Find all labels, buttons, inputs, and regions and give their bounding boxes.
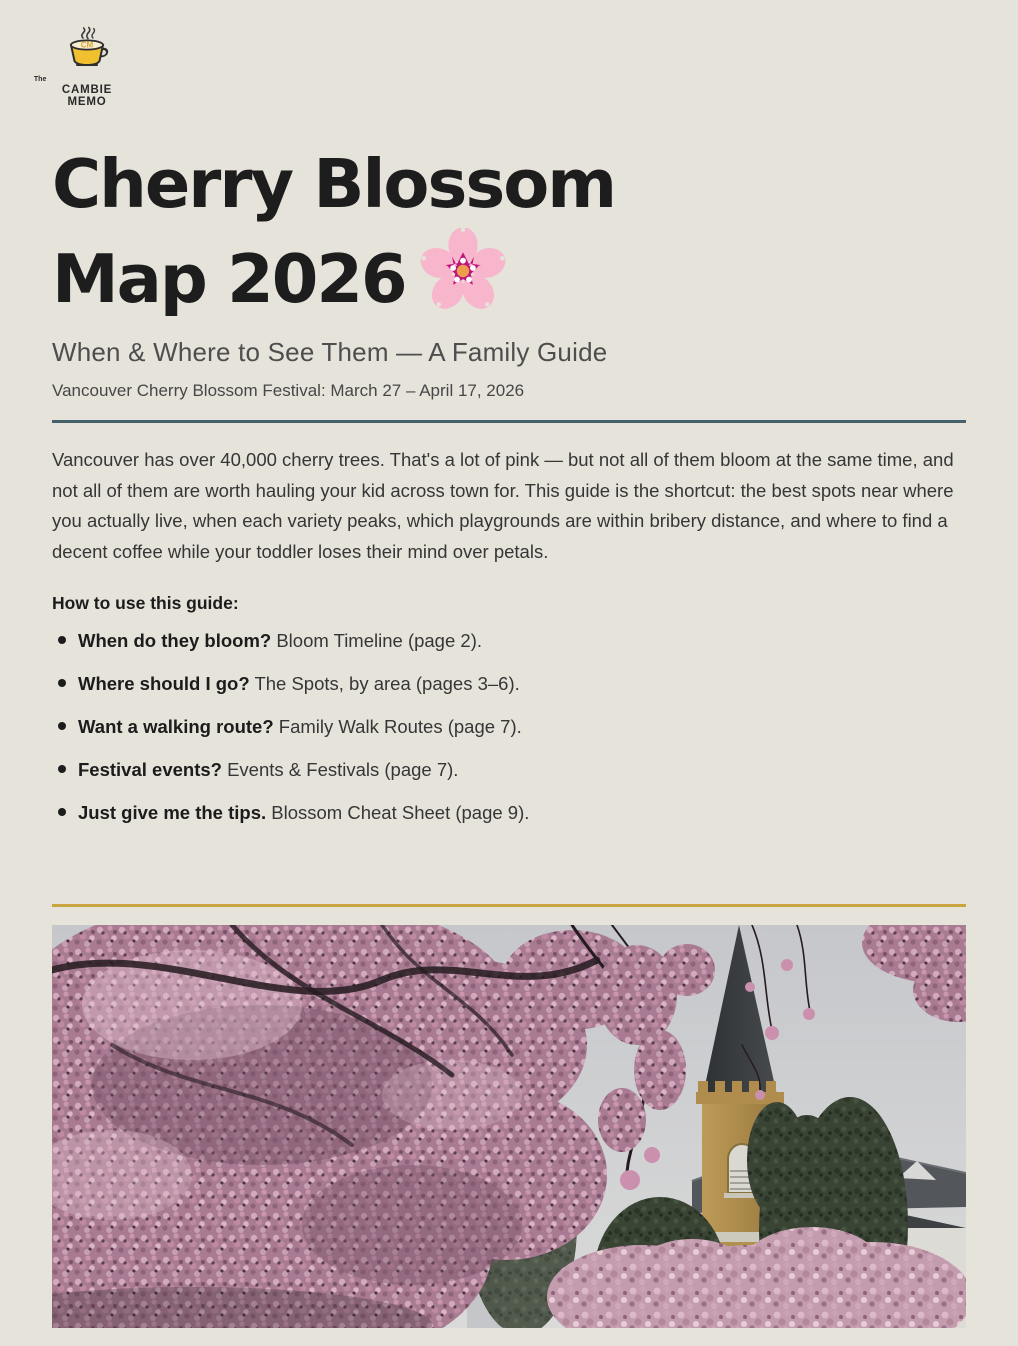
bullet-dot — [58, 722, 66, 730]
toc-rest: Events & Festivals (page 7). — [221, 758, 459, 780]
guide-heading: How to use this guide: — [52, 592, 239, 613]
list-item — [52, 672, 966, 697]
bullet-dot — [58, 808, 66, 816]
toc-lead: Just give me the tips. — [78, 801, 267, 823]
page-subtitle: When & Where to See Them — A Family Guide — [52, 336, 608, 367]
list-item — [52, 801, 966, 826]
brand-logo — [33, 26, 122, 109]
title-line-1: Cherry Blossom — [52, 145, 616, 224]
festival-dates: Vancouver Cherry Blossom Festival: March 27 – April 17, 2026 — [52, 380, 525, 400]
list-item — [52, 758, 966, 783]
page-title — [52, 142, 966, 323]
brand-the: The — [33, 76, 47, 83]
guide-toc-list — [52, 629, 966, 826]
toc-rest: The Spots, by area (pages 3–6). — [249, 672, 520, 694]
list-item — [52, 715, 966, 740]
toc-lead: Want a walking route? — [78, 715, 274, 737]
document-page — [0, 26, 1018, 1346]
bullet-dot — [58, 765, 66, 773]
teal-divider — [52, 420, 966, 423]
toc-rest: Blossom Cheat Sheet (page 9). — [266, 801, 530, 823]
cup-monogram: CM — [80, 40, 94, 50]
list-item — [52, 629, 966, 654]
cherry-blossom-emoji — [420, 228, 506, 314]
title-line-2: Map 2026 — [52, 240, 406, 319]
toc-lead: Where should I go? — [78, 672, 250, 694]
hero-photo — [52, 925, 966, 1328]
gold-divider — [52, 904, 966, 907]
coffee-cup-icon — [60, 26, 114, 74]
bullet-dot — [58, 636, 66, 644]
brand-line2: MEMO — [67, 96, 107, 109]
toc-rest: Bloom Timeline (page 2). — [271, 629, 482, 651]
cherry-blossom-photo-illustration — [52, 925, 966, 1328]
bullet-dot — [58, 679, 66, 687]
brand-line1: CAMBIE — [61, 84, 113, 97]
toc-rest: Family Walk Routes (page 7). — [273, 715, 522, 737]
intro-paragraph: Vancouver has over 40,000 cherry trees. That's a lot of pink — but not all of them bloom at the same time, and not all of them are worth hauling your kid across town for. This guide is the shortcut: the best spots near where you actually live, when each variety peaks, which playgrounds are within bribery distance, and where to find a decent coffee while your toddler loses their mind over petals. — [52, 448, 954, 563]
brand-wordmark — [33, 76, 113, 109]
toc-lead: When do they bloom? — [78, 629, 272, 651]
toc-lead: Festival events? — [78, 758, 222, 780]
